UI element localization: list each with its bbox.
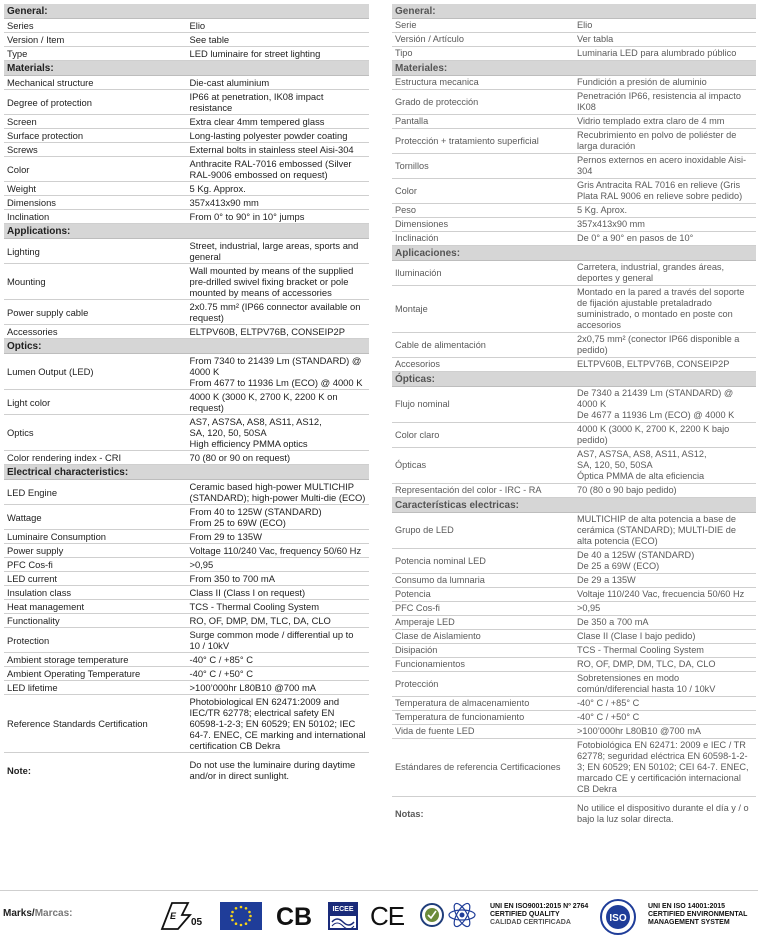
es-spec-value: MULTICHIP de alta potencia a base de cerámica (STANDARD); MULTI-DIE de alta potencia (ECO) [574,513,756,549]
en-spec-value: Ceramic based high-power MULTICHIP (STANDARD); high-power Multi-die (ECO) [187,480,370,505]
es-spec-value: 4000 K (3000 K, 2700 K, 2200 K bajo pedido) [574,423,756,448]
en-spec-value: -40° C / +85° C [187,653,370,667]
en-spec-value: From 40 to 125W (STANDARD) From 25 to 69W (ECO) [187,505,370,530]
es-spec-label: Serie [392,19,574,33]
en-spec-label: Power supply cable [4,300,187,325]
en-spec-row [4,390,369,415]
es-spec-value: De 350 a 700 mA [574,616,756,630]
en-spec-row [4,239,369,264]
es-spec-row [392,448,756,484]
iecee-text: IECEE [330,904,356,916]
marks-label [3,908,73,919]
en-spec-value: ELTPV60B, ELTPV76B, CONSEIP2P [187,325,370,339]
en-spec-label: Optics [4,415,187,451]
es-spec-row [392,179,756,204]
es-section-header [392,498,756,513]
es-section-header [392,4,756,19]
es-spec-row [392,232,756,246]
en-spec-value: TCS - Thermal Cooling System [187,600,370,614]
es-spec-label: Representación del color - IRC - RA [392,484,574,498]
en-spec-label: Ambient storage temperature [4,653,187,667]
es-spec-label: Temperatura de funcionamiento [392,711,574,725]
es-spec-value: 357x413x90 mm [574,218,756,232]
specs-spanish-column [392,4,756,826]
es-spec-row [392,33,756,47]
enec-05-mark [158,901,208,931]
es-section-title: Materiales: [392,61,756,76]
en-section-header [4,4,369,19]
en-spec-label: Color [4,157,187,182]
en-spec-row [4,586,369,600]
es-spec-row [392,261,756,286]
en-section-title: General: [4,4,369,19]
en-spec-row [4,695,369,753]
en-spec-row [4,572,369,586]
en-spec-row [4,143,369,157]
en-spec-label: Light color [4,390,187,415]
es-spec-row [392,76,756,90]
en-spec-row [4,47,369,61]
en-spec-row [4,210,369,224]
es-spec-value: Ver tabla [574,33,756,47]
en-spec-value: -40° C / +50° C [187,667,370,681]
es-spec-value: Clase II (Clase I bajo pedido) [574,630,756,644]
es-spec-label: Color claro [392,423,574,448]
es-spec-row [392,549,756,574]
en-spec-row [4,653,369,667]
en-spec-row [4,157,369,182]
enec-number: 05 [191,917,203,928]
es-spec-label: Disipación [392,644,574,658]
es-spec-row [392,358,756,372]
es-spec-row [392,574,756,588]
es-note-label: Notas: [395,808,424,819]
en-spec-value: >0,95 [187,558,370,572]
en-spec-value: 2x0.75 mm² (IP66 connector available on request) [187,300,370,325]
en-spec-row [4,182,369,196]
en-spec-value: Wall mounted by means of the supplied pre-drilled swivel fixing bracket or pole mounted by means of accessories [187,264,370,300]
es-spec-value: 2x0,75 mm² (conector IP66 disponible a pedido) [574,333,756,358]
en-spec-label: Type [4,47,187,61]
es-spec-label: Flujo nominal [392,387,574,423]
es-spec-row [392,644,756,658]
es-spec-row [392,725,756,739]
es-spec-value: >100’000hr L80B10 @700 mA [574,725,756,739]
en-section-title: Applications: [4,224,369,239]
en-spec-value: 357x413x90 mm [187,196,370,210]
en-spec-row [4,19,369,33]
en-spec-label: Mounting [4,264,187,300]
es-spec-value: Sobretensiones en modo común/diferencial hasta 10 / 10kV [574,672,756,697]
en-spec-value: Photobiological EN 62471:2009 and IEC/TR 62778; electrical safety EN 60598-1-2-3; EN 60529; EN 50102; IEC 64-7. ENEC, CE marking and international certification CB Dekra [187,695,370,753]
es-spec-value: Fotobiológica EN 62471: 2009 e IEC / TR 62778; seguridad eléctrica EN 60598-1-2-3; EN 60529; EN 50102; CEI 64-7. ENEC, marcado CE y certificación internacional CB Dekra [574,739,756,797]
en-spec-row [4,558,369,572]
en-spec-row [4,196,369,210]
es-spec-value: Recubrimiento en polvo de poliéster de larga duración [574,129,756,154]
es-spec-label: Ópticas [392,448,574,484]
en-spec-value: Street, industrial, large areas, sports and general [187,239,370,264]
es-spec-row [392,739,756,797]
cb-mark: CB [276,903,313,931]
en-spec-value: Elio [187,19,370,33]
es-spec-value: Penetración IP66, resistencia al impacto IK08 [574,90,756,115]
es-section-header [392,61,756,76]
en-spec-label: Wattage [4,505,187,530]
en-spec-label: Screen [4,115,187,129]
es-section-title: General: [392,4,756,19]
en-spec-row [4,90,369,115]
accredia-badge [446,900,478,930]
en-note-label: Note: [7,764,31,776]
en-spec-row [4,614,369,628]
es-spec-label: Cable de alimentación [392,333,574,358]
es-section-title: Aplicaciones: [392,246,756,261]
es-spec-row [392,697,756,711]
en-spec-value: 70 (80 or 90 on request) [187,451,370,465]
en-section-header [4,465,369,480]
es-spec-label: Temperatura de almacenamiento [392,697,574,711]
es-spec-row [392,484,756,498]
es-spec-value: 70 (80 o 90 bajo pedido) [574,484,756,498]
en-spec-row [4,325,369,339]
iso9001-standard: UNI EN ISO9001:2015 Nº 2764 [490,903,589,910]
es-spec-label: Potencia nominal LED [392,549,574,574]
iso14001-label: CERTIFIED ENVIRONMENTAL [648,911,748,918]
en-note-text: Do not use the luminaire during daytime and/or in direct sunlight. [189,759,356,781]
es-spec-value: De 29 a 135W [574,574,756,588]
en-spec-label: LED Engine [4,480,187,505]
marks-footer [0,890,758,944]
es-spec-row [392,513,756,549]
es-spec-label: Funcionamientos [392,658,574,672]
en-spec-value: RO, OF, DMP, DM, TLC, DA, CLO [187,614,370,628]
es-spec-label: Accesorios [392,358,574,372]
en-spec-label: Mechanical structure [4,76,187,90]
es-spec-label: Inclinación [392,232,574,246]
en-spec-value: AS7, AS7SA, AS8, AS11, AS12, SA, 120, 50, 50SA High efficiency PMMA optics [187,415,370,451]
es-spec-value: Voltaje 110/240 Vac, frecuencia 50/60 Hz [574,588,756,602]
en-spec-label: Reference Standards Certification [4,695,187,753]
en-spec-value: Voltage 110/240 Vac, frequency 50/60 Hz [187,544,370,558]
en-spec-label: Color rendering index - CRI [4,451,187,465]
es-spec-value: Gris Antracita RAL 7016 en relieve (Gris Plata RAL 9006 en relieve sobre pedido) [574,179,756,204]
en-spec-label: Lighting [4,239,187,264]
en-section-header [4,61,369,76]
es-spec-row [392,602,756,616]
en-spec-label: Series [4,19,187,33]
en-spec-value: External bolts in stainless steel Aisi-304 [187,143,370,157]
es-spec-row [392,588,756,602]
es-spec-label: Color [392,179,574,204]
en-spec-label: Surface protection [4,129,187,143]
es-spec-label: Consumo da lumnaria [392,574,574,588]
es-note-text: No utilice el dispositivo durante el día y / o bajo la luz solar directa. [577,803,749,824]
en-spec-row [4,505,369,530]
en-section-header [4,339,369,354]
en-spec-row [4,530,369,544]
en-spec-value: LED luminaire for street lighting [187,47,370,61]
en-spec-row [4,264,369,300]
en-spec-row [4,480,369,505]
ce-mark: CE [370,901,405,931]
es-spec-label: Tornillos [392,154,574,179]
es-spec-row [392,387,756,423]
es-spec-value: >0,95 [574,602,756,616]
en-spec-value: Anthracite RAL-7016 embossed (Silver RAL-9006 embossed on request) [187,157,370,182]
en-section-title: Materials: [4,61,369,76]
en-spec-label: Inclination [4,210,187,224]
es-spec-row [392,129,756,154]
es-spec-value: Pernos externos en acero inoxidable Aisi-304 [574,154,756,179]
en-spec-value: >100’000hr L80B10 @700 mA [187,681,370,695]
es-spec-label: Estructura mecanica [392,76,574,90]
iqnet-badge [420,900,444,930]
en-spec-row [4,628,369,653]
es-spec-label: PFC Cos-fi [392,602,574,616]
en-spec-value: 4000 K (3000 K, 2700 K, 2200 K on request) [187,390,370,415]
es-spec-label: Dimensiones [392,218,574,232]
es-spec-value: De 40 a 125W (STANDARD) De 25 a 69W (ECO) [574,549,756,574]
iso-badge-text: ISO [609,913,627,924]
iso9001-certification [490,903,600,927]
en-section-title: Optics: [4,339,369,354]
en-spec-row [4,681,369,695]
en-spec-row [4,76,369,90]
es-spec-value: 5 Kg. Aprox. [574,204,756,218]
en-spec-value: From 29 to 135W [187,530,370,544]
es-spec-label: Tipo [392,47,574,61]
en-spec-row [4,600,369,614]
specs-english-column [4,4,369,782]
es-section-title: Ópticas: [392,372,756,387]
marks-label-es: Marcas: [34,908,73,919]
es-spec-value: De 0° a 90° en pasos de 10° [574,232,756,246]
iso9001-label-es: CALIDAD CERTIFICADA [490,919,571,926]
es-spec-row [392,218,756,232]
en-spec-value: Class II (Class I on request) [187,586,370,600]
es-section-header [392,246,756,261]
es-spec-row [392,154,756,179]
specs-english-table [4,4,369,782]
es-spec-label: Versión / Artículo [392,33,574,47]
es-spec-row [392,672,756,697]
en-spec-value: IP66 at penetration, IK08 impact resistance [187,90,370,115]
es-spec-value: Elio [574,19,756,33]
en-spec-value: 5 Kg. Approx. [187,182,370,196]
es-spec-label: Pantalla [392,115,574,129]
en-spec-label: Functionality [4,614,187,628]
es-section-title: Características electricas: [392,498,756,513]
en-spec-label: Insulation class [4,586,187,600]
marks-label-en: Marks/ [3,908,35,919]
es-spec-label: Potencia [392,588,574,602]
es-spec-label: Grado de protección [392,90,574,115]
es-spec-value: Fundición a presión de aluminio [574,76,756,90]
en-spec-label: Dimensions [4,196,187,210]
en-spec-label: Luminaire Consumption [4,530,187,544]
iso14001-certification [648,903,758,927]
en-spec-row [4,354,369,390]
en-spec-label: Screws [4,143,187,157]
en-spec-value: Die-cast aluminium [187,76,370,90]
en-section-header [4,224,369,239]
en-spec-value: From 350 to 700 mA [187,572,370,586]
en-spec-row [4,667,369,681]
en-spec-value: Surge common mode / differential up to 10 / 10kV [187,628,370,653]
en-spec-row [4,300,369,325]
en-spec-row [4,544,369,558]
en-spec-label: Weight [4,182,187,196]
en-note-row [4,753,369,783]
es-spec-value: TCS - Thermal Cooling System [574,644,756,658]
es-spec-label: Protección [392,672,574,697]
es-spec-row [392,616,756,630]
en-spec-label: Heat management [4,600,187,614]
es-spec-row [392,333,756,358]
en-spec-label: Degree of protection [4,90,187,115]
en-spec-label: LED current [4,572,187,586]
es-spec-label: Vida de fuente LED [392,725,574,739]
en-spec-label: Accessories [4,325,187,339]
en-section-title: Electrical characteristics: [4,465,369,480]
es-spec-label: Montaje [392,286,574,333]
iso-certified-badge [598,898,638,936]
es-spec-value: Luminaria LED para alumbrado público [574,47,756,61]
en-spec-label: Ambient Operating Temperature [4,667,187,681]
es-spec-label: Grupo de LED [392,513,574,549]
es-spec-label: Iluminación [392,261,574,286]
en-spec-label: PFC Cos-fi [4,558,187,572]
eu-stars-mark [220,902,262,930]
en-spec-row [4,33,369,47]
es-section-header [392,372,756,387]
en-spec-label: Protection [4,628,187,653]
en-spec-label: Version / Item [4,33,187,47]
es-spec-row [392,204,756,218]
en-spec-row [4,129,369,143]
es-spec-row [392,90,756,115]
es-spec-label: Amperaje LED [392,616,574,630]
en-spec-label: Lumen Output (LED) [4,354,187,390]
en-spec-label: LED lifetime [4,681,187,695]
iso14001-label-2: MANAGEMENT SYSTEM [648,919,730,926]
en-spec-row [4,451,369,465]
es-spec-value: Vidrio templado extra claro de 4 mm [574,115,756,129]
svg-text:E: E [170,911,177,921]
es-spec-label: Protección + tratamiento superficial [392,129,574,154]
es-note-row [392,797,756,827]
es-spec-row [392,47,756,61]
es-spec-row [392,423,756,448]
es-spec-row [392,658,756,672]
es-spec-row [392,286,756,333]
es-spec-label: Peso [392,204,574,218]
es-spec-row [392,19,756,33]
es-spec-row [392,711,756,725]
es-spec-value: -40° C / +85° C [574,697,756,711]
es-spec-value: Montado en la pared a través del soporte de fijación ajustable pretaladrado suministrado, o montado en poste con accesorios [574,286,756,333]
en-spec-row [4,115,369,129]
es-spec-value: Carretera, industrial, grandes áreas, deportes y general [574,261,756,286]
es-spec-label: Clase de Aislamiento [392,630,574,644]
en-spec-value: See table [187,33,370,47]
es-spec-label: Estándares de referencia Certificaciones [392,739,574,797]
en-spec-value: Long-lasting polyester powder coating [187,129,370,143]
es-spec-row [392,630,756,644]
en-spec-value: From 0° to 90° in 10° jumps [187,210,370,224]
en-spec-row [4,415,369,451]
specs-spanish-table [392,4,756,826]
es-spec-value: RO, OF, DMP, DM, TLC, DA, CLO [574,658,756,672]
en-spec-label: Power supply [4,544,187,558]
es-spec-value: -40° C / +50° C [574,711,756,725]
iso9001-label: CERTIFIED QUALITY [490,911,560,918]
es-spec-value: De 7340 a 21439 Lm (STANDARD) @ 4000 K De 4677 a 11936 Lm (ECO) @ 4000 K [574,387,756,423]
es-spec-value: AS7, AS7SA, AS8, AS11, AS12, SA, 120, 50, 50SA Óptica PMMA de alta eficiencia [574,448,756,484]
en-spec-value: Extra clear 4mm tempered glass [187,115,370,129]
iso14001-standard: UNI EN ISO 14001:2015 [648,903,726,910]
es-spec-value: ELTPV60B, ELTPV76B, CONSEIP2P [574,358,756,372]
es-spec-row [392,115,756,129]
iecee-mark [328,902,358,930]
en-spec-value: From 7340 to 21439 Lm (STANDARD) @ 4000 K From 4677 to 11936 Lm (ECO) @ 4000 K [187,354,370,390]
